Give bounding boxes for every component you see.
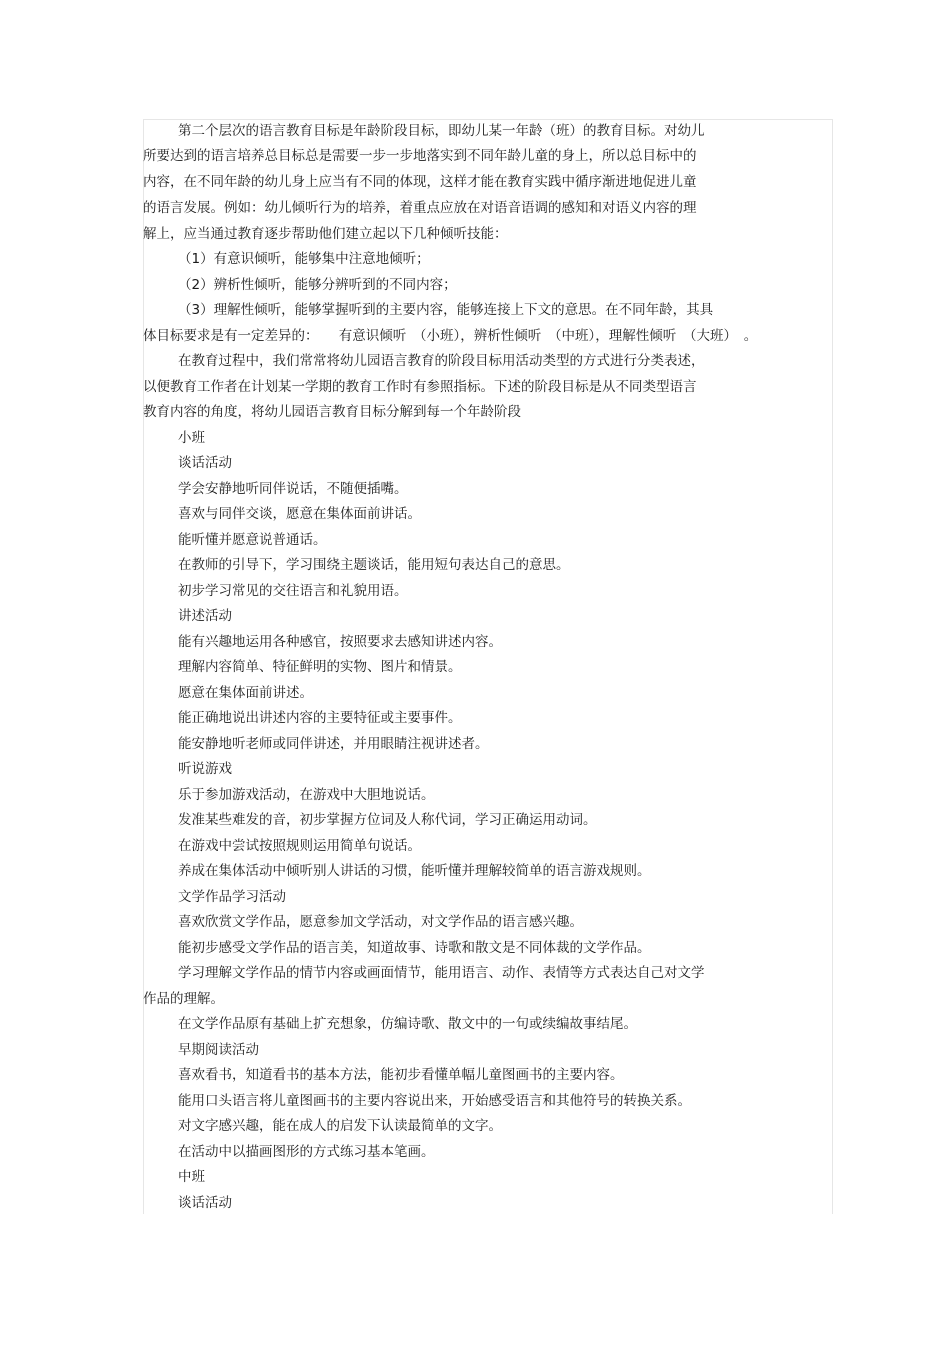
list-item: 养成在集体活动中倾听别人讲话的习惯，能听懂并理解较简单的语言游戏规则。 [178,863,651,879]
subsection-heading: 谈话活动 [178,1195,232,1211]
list-item: 在文学作品原有基础上扩充想象，仿编诗歌、散文中的一句或续编故事结尾。 [178,1016,637,1032]
list-item: 学会安静地听同伴说话，不随便插嘴。 [178,481,408,497]
subsection-heading: 听说游戏 [178,761,232,777]
list-item: 喜欢看书，知道看书的基本方法，能初步看懂单幅儿童图画书的主要内容。 [178,1067,624,1083]
paragraph-line: 所要达到的语言培养总目标总是需要一步一步地落实到不同年龄儿童的身上，所以总目标中的 [143,148,697,164]
list-item: （3）理解性倾听，能够掌握听到的主要内容，能够连接上下文的意思。在不同年龄，其具 [178,302,714,318]
paragraph-line: 教育内容的角度，将幼儿园语言教育目标分解到每一个年龄阶段 [143,404,521,420]
list-item: 愿意在集体面前讲述。 [178,685,313,701]
list-item: 能听懂并愿意说普通话。 [178,532,327,548]
list-item: 能正确地说出讲述内容的主要特征或主要事件。 [178,710,462,726]
paragraph-line: 内容，在不同年龄的幼儿身上应当有不同的体现，这样才能在教育实践中循序渐进地促进儿童 [143,174,697,190]
list-item: （1）有意识倾听，能够集中注意地倾听； [178,251,430,267]
paragraph-line: 以便教育工作者在计划某一学期的教育工作时有参照指标。下述的阶段目标是从不同类型语言 [143,379,697,395]
paragraph-line: 的语言发展。例如：幼儿倾听行为的培养，着重点应放在对语音语调的感知和对语义内容的理 [143,200,697,216]
paragraph-line: 体目标要求是有一定差异的： 有意识倾听 （小班），辨析性倾听 （中班），理解性倾听 （大班） 。 [143,328,758,344]
list-item: 在活动中以描画图形的方式练习基本笔画。 [178,1144,435,1160]
list-item: 能有兴趣地运用各种感官，按照要求去感知讲述内容。 [178,634,502,650]
list-item: 初步学习常见的交往语言和礼貌用语。 [178,583,408,599]
section-heading: 中班 [178,1169,205,1185]
list-item: 在游戏中尝试按照规则运用简单句说话。 [178,838,421,854]
list-item: 在教师的引导下，学习围绕主题谈话，能用短句表达自己的意思。 [178,557,570,573]
subsection-heading: 讲述活动 [178,608,232,624]
paragraph-line: 解上，应当通过教育逐步帮助他们建立起以下几种倾听技能： [143,226,508,242]
paragraph-line: 第二个层次的语言教育目标是年龄阶段目标，即幼儿某一年龄（班）的教育目标。对幼儿 [178,123,705,139]
section-heading: 小班 [178,430,205,446]
subsection-heading: 早期阅读活动 [178,1042,259,1058]
list-item: 理解内容简单、特征鲜明的实物、图片和情景。 [178,659,462,675]
subsection-heading: 文学作品学习活动 [178,889,286,905]
list-item: 乐于参加游戏活动，在游戏中大胆地说话。 [178,787,435,803]
list-item: 学习理解文学作品的情节内容或画面情节，能用语言、动作、表情等方式表达自己对文学 [178,965,705,981]
list-item: 能安静地听老师或同伴讲述，并用眼睛注视讲述者。 [178,736,489,752]
list-item: 喜欢与同伴交谈，愿意在集体面前讲话。 [178,506,421,522]
list-item: 对文字感兴趣，能在成人的启发下认读最简单的文字。 [178,1118,502,1134]
list-item: （2）辨析性倾听，能够分辨听到的不同内容； [178,277,457,293]
list-item: 能用口头语言将儿童图画书的主要内容说出来，开始感受语言和其他符号的转换关系。 [178,1093,691,1109]
list-item: 喜欢欣赏文学作品，愿意参加文学活动，对文学作品的语言感兴趣。 [178,914,583,930]
paragraph-line: 在教育过程中，我们常常将幼儿园语言教育的阶段目标用活动类型的方式进行分类表述， [178,353,705,369]
list-item: 能初步感受文学作品的语言美，知道故事、诗歌和散文是不同体裁的文学作品。 [178,940,651,956]
subsection-heading: 谈话活动 [178,455,232,471]
list-item-continuation: 作品的理解。 [143,991,224,1007]
list-item: 发准某些难发的音，初步掌握方位词及人称代词，学习正确运用动词。 [178,812,597,828]
